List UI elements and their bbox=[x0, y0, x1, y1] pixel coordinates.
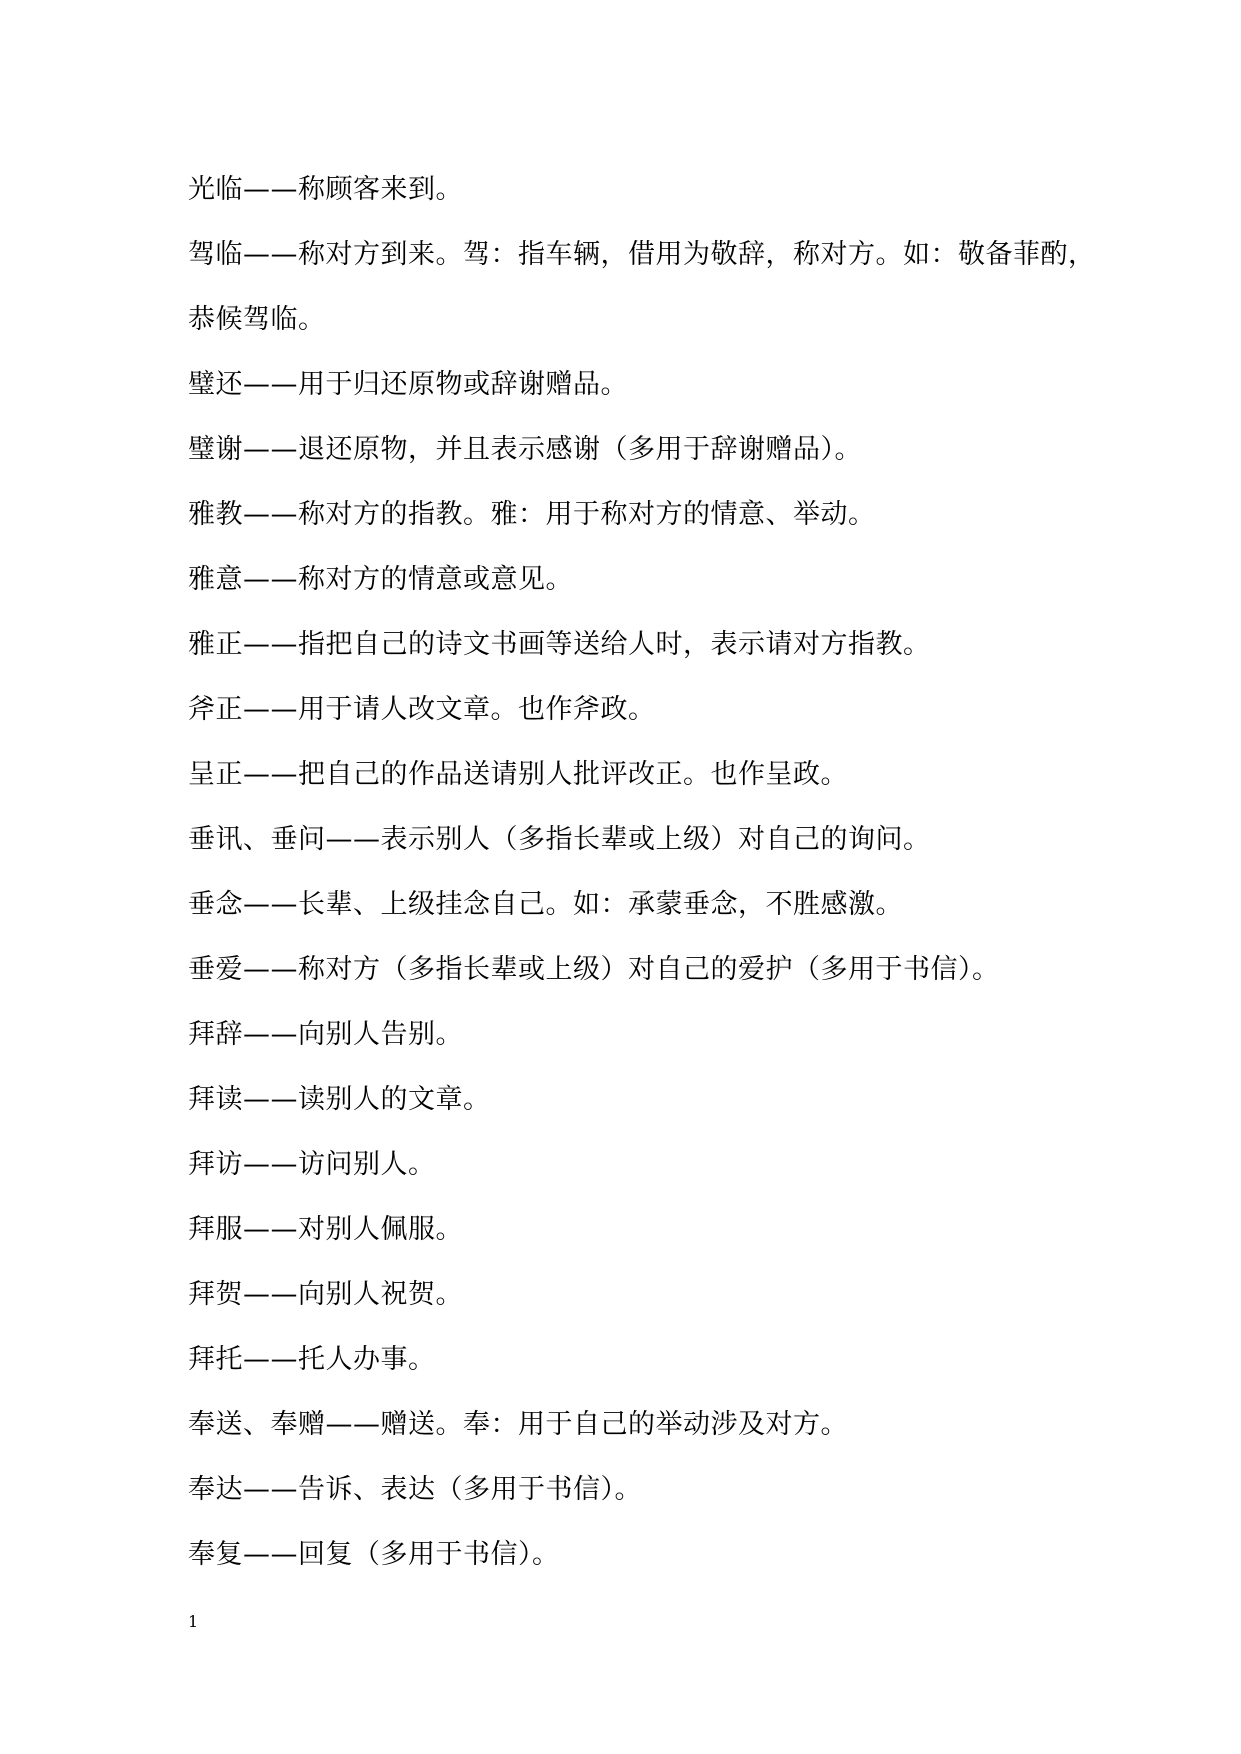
document-body bbox=[188, 157, 1148, 1587]
text-line: 奉复——回复（多用于书信）。 bbox=[188, 1539, 560, 1570]
text-line: 拜托——托人办事。 bbox=[188, 1344, 436, 1375]
text-line: 光临——称顾客来到。 bbox=[188, 174, 463, 205]
text-line: 拜辞——向别人告别。 bbox=[188, 1019, 463, 1050]
text-line: 拜读——读别人的文章。 bbox=[188, 1084, 491, 1115]
text-line: 拜贺——向别人祝贺。 bbox=[188, 1279, 463, 1310]
text-line: 雅意——称对方的情意或意见。 bbox=[188, 564, 573, 595]
text-line: 拜服——对别人佩服。 bbox=[188, 1214, 463, 1245]
text-line: 奉送、奉赠——赠送。奉：用于自己的举动涉及对方。 bbox=[188, 1409, 848, 1440]
text-line: 垂念——长辈、上级挂念自己。如：承蒙垂念，不胜感激。 bbox=[188, 889, 903, 920]
text-line: 拜访——访问别人。 bbox=[188, 1149, 436, 1180]
text-line: 璧还——用于归还原物或辞谢赠品。 bbox=[188, 369, 628, 400]
text-line: 驾临——称对方到来。驾：指车辆，借用为敬辞，称对方。如：敬备菲酌， bbox=[188, 239, 1096, 270]
text-line: 垂讯、垂问——表示别人（多指长辈或上级）对自己的询问。 bbox=[188, 824, 931, 855]
text-line: 璧谢——退还原物，并且表示感谢（多用于辞谢赠品）。 bbox=[188, 434, 862, 465]
text-line: 雅正——指把自己的诗文书画等送给人时，表示请对方指教。 bbox=[188, 629, 931, 660]
text-line: 呈正——把自己的作品送请别人批评改正。也作呈政。 bbox=[188, 759, 848, 790]
text-line: 奉达——告诉、表达（多用于书信）。 bbox=[188, 1474, 642, 1505]
text-line: 恭候驾临。 bbox=[188, 304, 326, 335]
page-number: 1 bbox=[188, 1612, 199, 1631]
text-line: 斧正——用于请人改文章。也作斧政。 bbox=[188, 694, 656, 725]
text-line: 垂爱——称对方（多指长辈或上级）对自己的爱护（多用于书信）。 bbox=[188, 954, 1000, 985]
text-line: 雅教——称对方的指教。雅：用于称对方的情意、举动。 bbox=[188, 499, 876, 530]
